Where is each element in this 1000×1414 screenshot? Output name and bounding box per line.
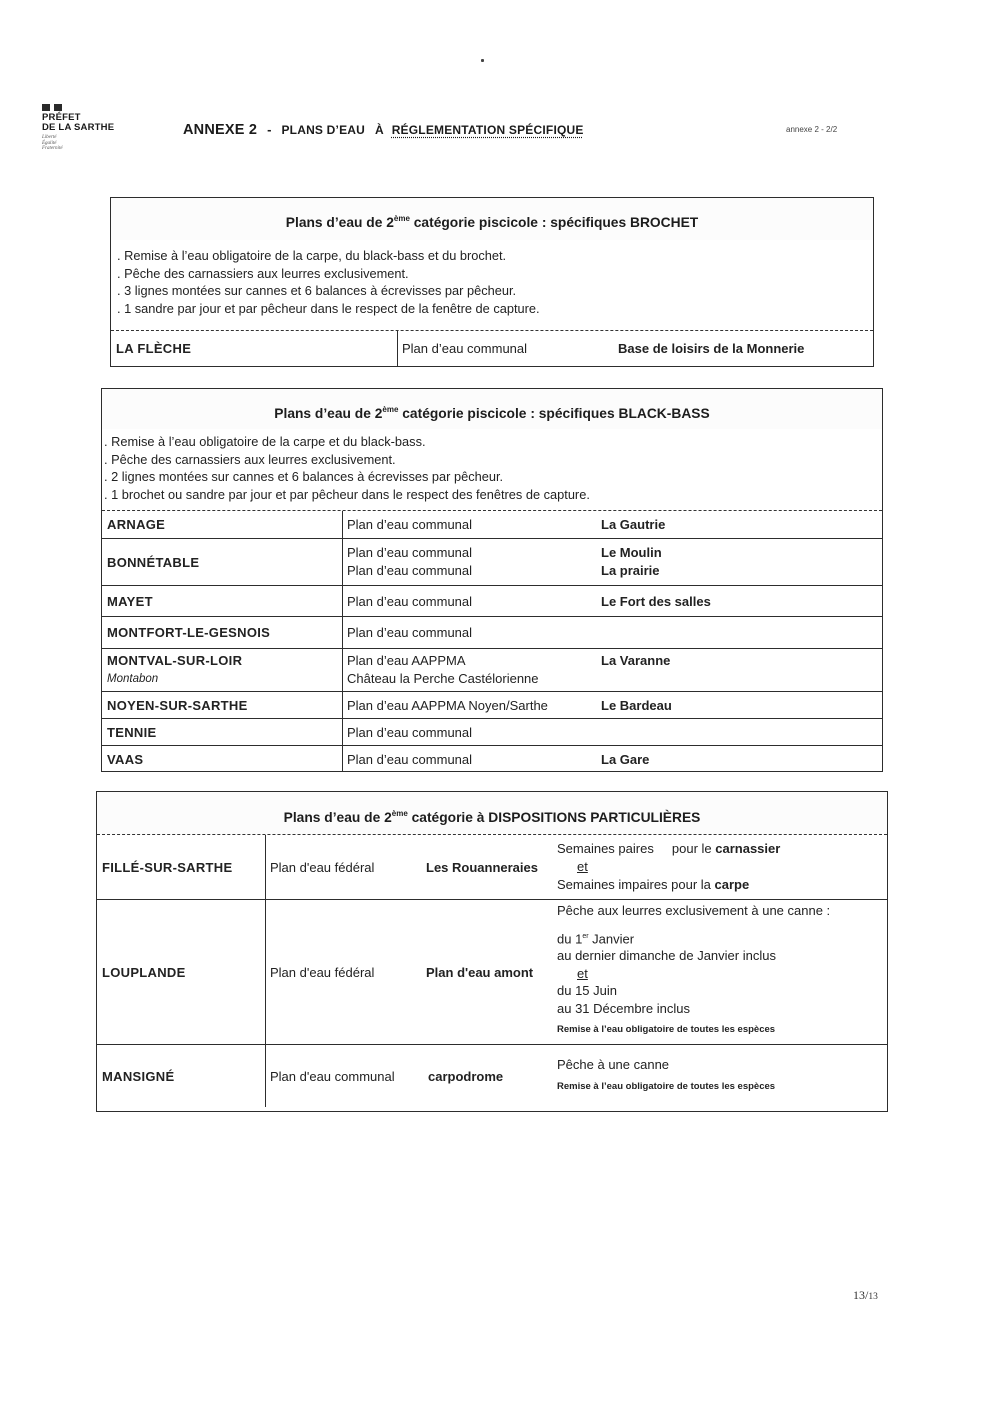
name-cell: carpodrome [428,1068,504,1084]
town-cell: TENNIE [102,719,343,745]
rule-item: . 1 sandre par jour et par pêcheur dans le respect de la fenêtre de capture. [117,300,540,316]
type-line: Château la Perche Castélorienne [347,671,539,686]
type-cell: Plan d'eau communal [270,1068,395,1084]
rule-et: et [577,859,588,874]
name-line: La prairie [601,563,660,578]
name-cell: Les Rouanneraies [426,859,538,875]
rule-item: . Pêche des carnassiers aux leurres exclusivement. [117,265,409,281]
rule-item: . Remise à l’eau obligatoire de la carpe et du black-bass. [104,434,426,449]
name-cell: La Gare [601,751,650,767]
blackbass-rules [102,429,882,510]
type-cell: Plan d’eau AAPPMA Noyen/Sarthe [347,697,548,713]
logo-title-line2: DE LA SARTHE [42,122,115,133]
rule-item: . Pêche des carnassiers aux leurres exclusivement. [104,451,396,467]
town-cell: MONTFORT-LE-GESNOIS [102,617,343,648]
table-blackbass [101,388,883,772]
title-regulation: RÉGLEMENTATION SPÉCIFIQUE [391,123,584,137]
rule-line: du 15 Juin [557,983,617,999]
type-line: Plan d’eau AAPPMA [347,653,466,668]
motto-fraternite: Fraternité [42,146,63,151]
name-cell: Le Bardeau [601,697,672,713]
rule-line: au 31 Décembre inclus [557,1000,690,1016]
rule-line: au dernier dimanche de Janvier inclus [557,948,776,964]
town-cell: MAYET [102,586,343,616]
rule-note: Remise à l’eau obligatoire de toutes les espèces [557,1081,776,1092]
rule-line: Semaines impaires pour la carpe [557,877,750,892]
table-row [102,585,882,616]
name-cell: La Varanne [601,653,671,668]
name-cell: Plan d'eau amont [426,964,534,980]
type-cell: Plan d’eau communal [402,341,528,356]
town-cell: NOYEN-SUR-SARTHE [102,692,343,718]
title-dash: - [267,122,272,137]
table-brochet-title: Plans d’eau de 2ème catégorie piscicole : spécifiques BROCHET [111,198,873,240]
name-cell: Le Fort des salles [601,593,711,609]
town-cell: ARNAGE [102,511,343,538]
table-row [97,835,887,899]
motto-egalite: Égalité [42,140,57,146]
name-cell: Base de loisirs de la Monnerie [618,341,805,356]
table-particulieres [96,791,888,1112]
town-cell: LOUPLANDE [97,900,266,1044]
rule-item: . 3 lignes montées sur cannes et 6 balances à écrevisses par pêcheur. [117,283,517,299]
rule-line: Semaines paires pour le carnassier [557,841,781,856]
table-row [102,538,882,585]
type-cell: Plan d’eau communal [347,625,473,640]
rule-cell [557,900,887,1044]
page-number: 13/13 [853,1288,878,1302]
type-cell: Plan d’eau communal [347,517,473,532]
town-line: MONTVAL-SUR-LOIR [107,653,243,668]
town-sub-line: Montabon [107,673,159,685]
table-row [97,899,887,1044]
name-cell: La Gautrie [601,517,666,532]
annex-page-ref: annexe 2 - 2/2 [786,125,838,134]
town-cell: VAAS [102,746,343,772]
rule-line: du 1er Janvier [557,930,635,946]
rule-line: Pêche à une canne [557,1057,670,1072]
table-row [102,691,882,718]
rule-note: Remise à l’eau obligatoire de toutes les espèces [557,1024,776,1036]
type-cell: Plan d'eau fédéral [270,859,375,875]
rule-item: . 1 brochet ou sandre par jour et par pêcheur dans le respect des fenêtres de capture. [104,486,590,502]
annex-label: ANNEXE 2 [183,122,258,138]
table-row [102,511,882,538]
name-line: Le Moulin [601,545,662,560]
town-cell: FILLÉ-SUR-SARTHE [97,835,266,899]
table-blackbass-title: Plans d’eau de 2ème catégorie piscicole : spécifiques BLACK-BASS [102,389,882,429]
town-cell [102,649,343,691]
table-row [102,718,882,745]
table-row [102,616,882,648]
table-particulieres-title: Plans d’eau de 2ème catégorie à DISPOSITIONS PARTICULIÈRES [97,792,887,834]
rule-item: . 2 lignes montées sur cannes et 6 balances à écrevisses par pêcheur. [104,469,504,485]
type-cell: Plan d’eau communal [347,751,473,767]
rule-et: et [577,965,588,981]
type-cell: Plan d’eau communal [347,724,473,740]
table-row [102,745,882,772]
marianne-icon [42,104,152,111]
town-cell: MANSIGNÉ [97,1045,266,1107]
type-cell [343,539,601,585]
prefet-logo [42,104,152,152]
type-cell: Plan d’eau communal [347,593,473,609]
table-row [111,331,873,366]
rule-cell [557,835,887,899]
logo-motto [42,135,152,152]
town-cell: BONNÉTABLE [102,539,343,585]
brochet-rules [111,240,873,330]
rule-item: . Remise à l’eau obligatoire de la carpe, du black-bass et du brochet. [117,248,507,263]
title-plans: PLANS D’EAU [281,123,366,137]
table-row [102,648,882,691]
town-cell: LA FLÈCHE [111,331,398,366]
type-cell [343,649,601,691]
type-line: Plan d’eau communal [347,545,473,560]
table-brochet [110,197,874,367]
page-title [183,121,584,139]
motto-liberte: Liberté [42,135,57,140]
table-row [97,1044,887,1107]
logo-title-line1: PRÉFET [42,112,81,123]
scan-speck [481,59,484,62]
type-line: Plan d’eau communal [347,563,473,578]
title-a: À [375,123,384,137]
type-cell: Plan d'eau fédéral [270,964,375,980]
rule-intro: Pêche aux leurres exclusivement à une canne : [557,903,831,918]
rule-cell [557,1045,887,1107]
name-cell [601,539,662,585]
